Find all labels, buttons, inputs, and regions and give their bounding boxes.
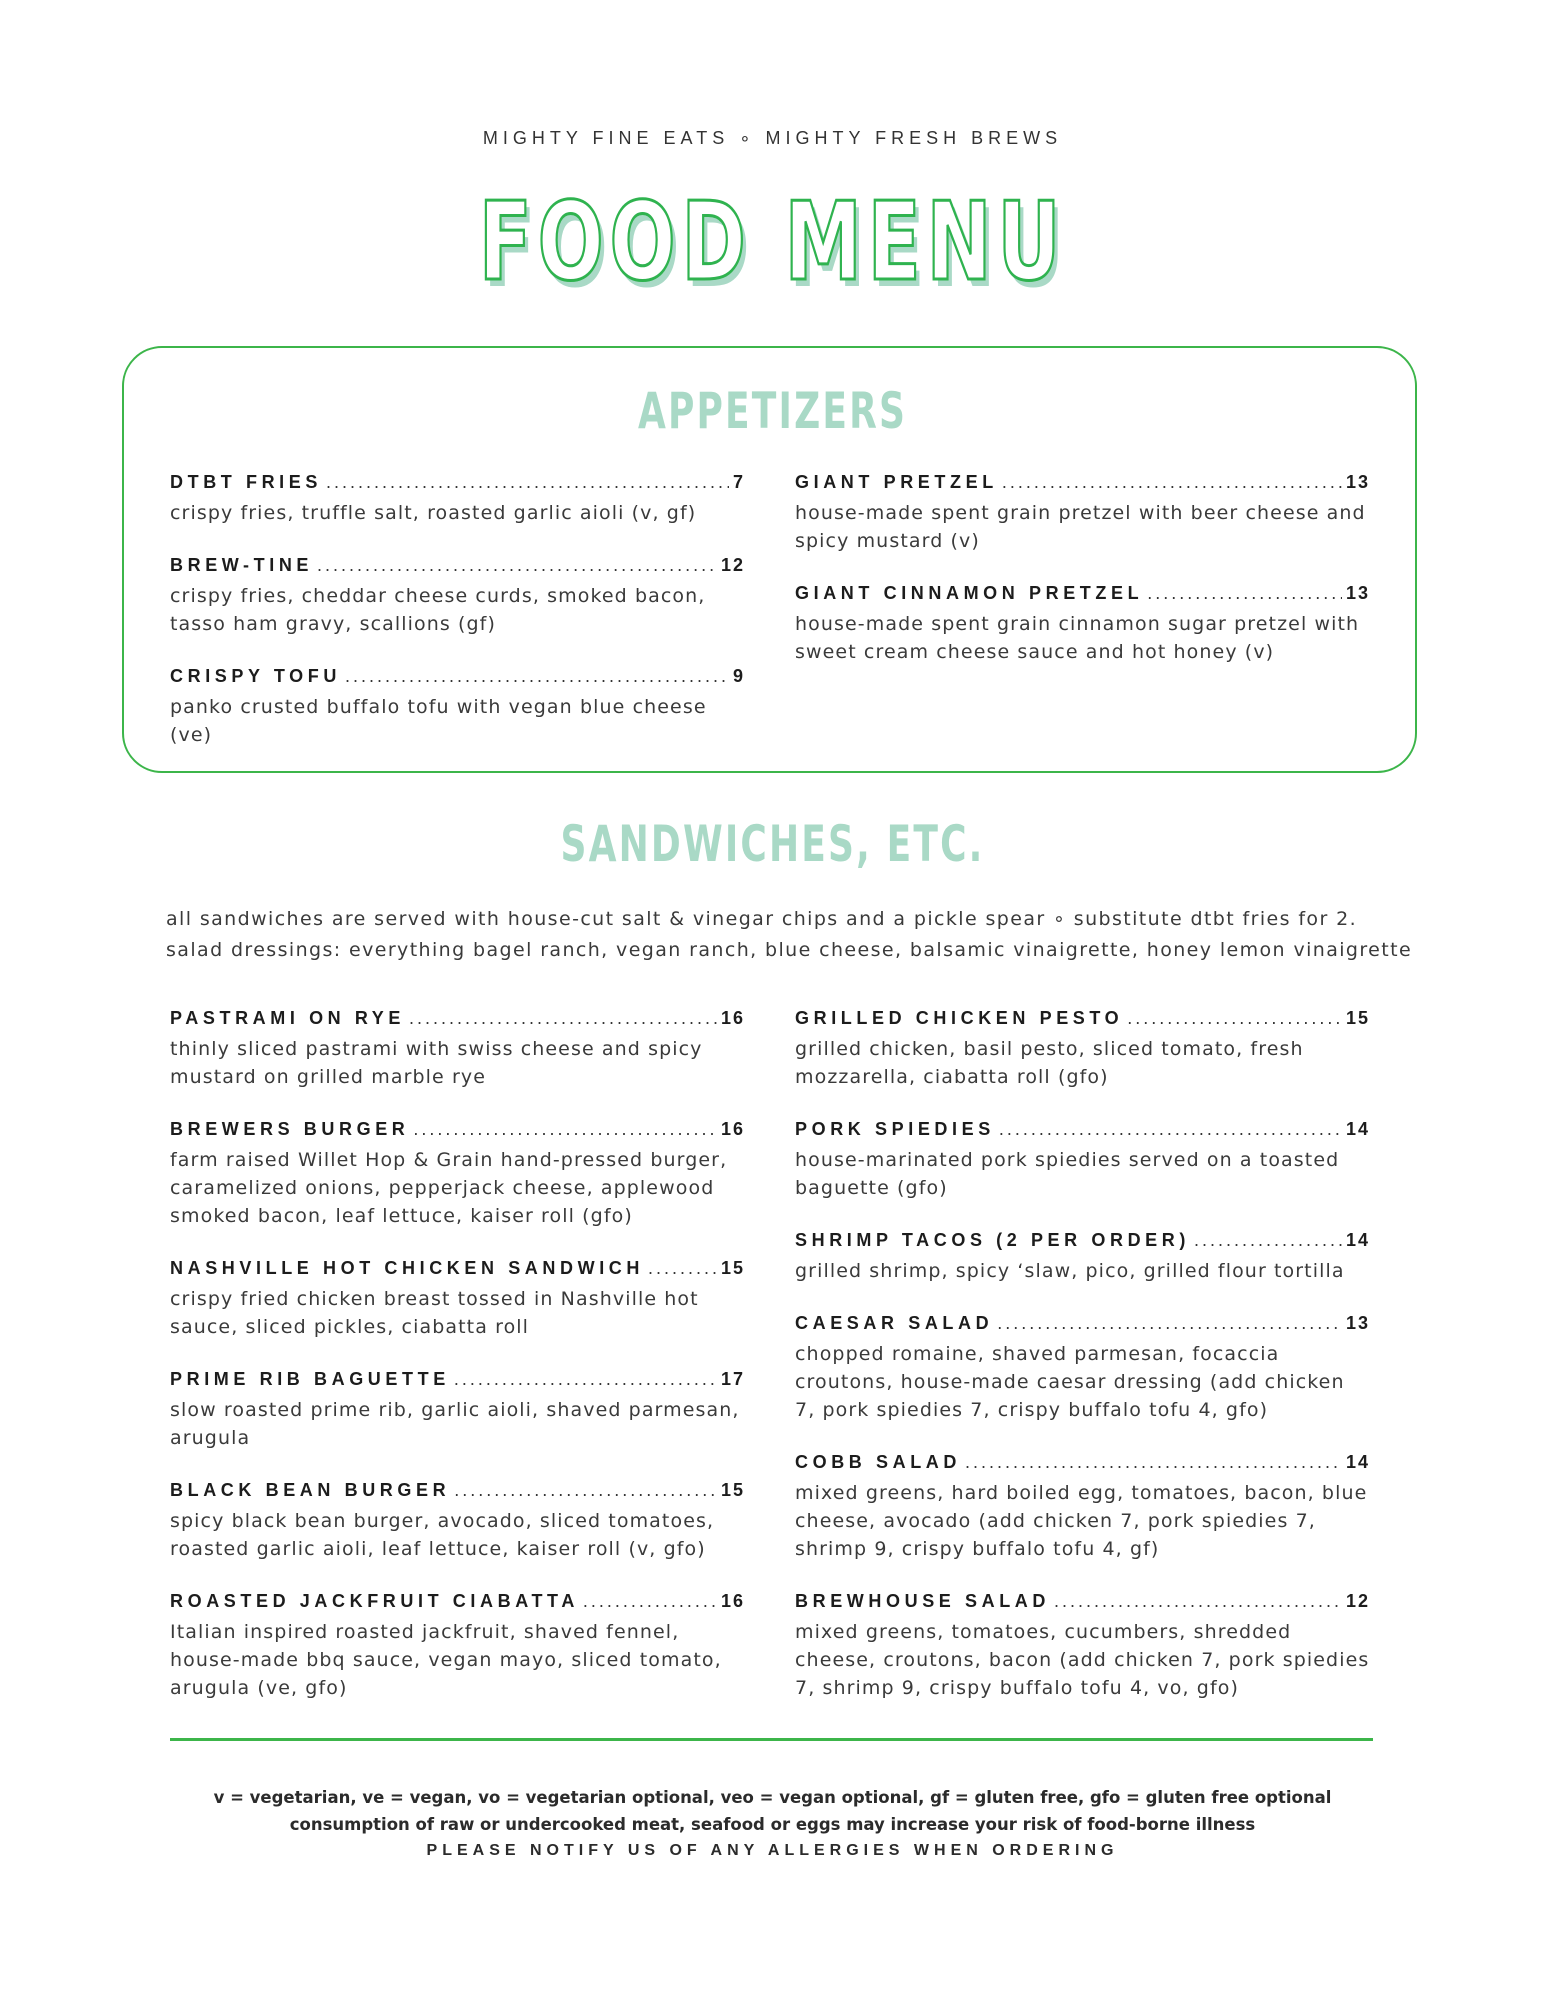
menu-item-price: 12 [1345, 1591, 1370, 1611]
menu-item [795, 1230, 1370, 1285]
menu-item-name: PRIME RIB BAGUETTE [170, 1369, 450, 1389]
menu-item [170, 1369, 745, 1452]
menu-item-header [170, 1369, 745, 1390]
menu-item [795, 1452, 1370, 1563]
dot-leader [648, 1258, 717, 1279]
dot-leader [997, 1313, 1342, 1334]
sandwich-sides-note: all sandwiches are served with house-cut salt & vinegar chips and a pickle spear ∘ substitute dtbt fries for 2. [166, 908, 1358, 930]
dot-leader [583, 1591, 717, 1612]
menu-item-name: BREW-TINE [170, 555, 314, 575]
menu-item-price: 15 [720, 1258, 745, 1278]
menu-item [795, 472, 1370, 555]
menu-item-description: crispy fries, truffle salt, roasted garlic aioli (v, gf) [170, 502, 697, 524]
menu-item-header [170, 666, 745, 687]
dietary-legend: v = vegetarian, ve = vegan, vo = vegetarian optional, veo = vegan optional, gf = gluten free, gfo = gluten free optional [213, 1788, 1332, 1807]
dot-leader [326, 472, 729, 493]
food-safety-warning: consumption of raw or undercooked meat, seafood or eggs may increase your risk of food-borne illness [289, 1815, 1256, 1834]
menu-item [795, 1313, 1370, 1424]
menu-item-price: 15 [720, 1480, 745, 1500]
dot-leader [1054, 1591, 1342, 1612]
menu-item-description: slow roasted prime rib, garlic aioli, shaved parmesan, arugula [170, 1399, 740, 1449]
menu-item-price: 17 [720, 1369, 745, 1389]
allergy-notice: PLEASE NOTIFY US OF ANY ALLERGIES WHEN ORDERING [426, 1842, 1119, 1859]
menu-item [170, 472, 745, 527]
menu-item-description: house-made spent grain cinnamon sugar pretzel with sweet cream cheese sauce and hot honey (v) [795, 613, 1360, 663]
dot-leader [1147, 583, 1342, 604]
menu-item-name: BREWHOUSE SALAD [795, 1591, 1051, 1611]
menu-item-description: spicy black bean burger, avocado, sliced tomatoes, roasted garlic aioli, leaf lettuce, kaiser roll (v, gfo) [170, 1510, 715, 1560]
menu-item-name: GIANT CINNAMON PRETZEL [795, 583, 1144, 603]
sandwiches-heading: SANDWICHES, ETC. [560, 815, 985, 873]
menu-item [170, 1480, 745, 1563]
dot-leader [1127, 1008, 1342, 1029]
menu-item-description: grilled chicken, basil pesto, sliced tomato, fresh mozzarella, ciabatta roll (gfo) [795, 1038, 1304, 1088]
menu-item-name: NASHVILLE HOT CHICKEN SANDWICH [170, 1258, 644, 1278]
menu-item [170, 555, 745, 638]
menu-item-header [795, 1591, 1370, 1612]
menu-item-name: BLACK BEAN BURGER [170, 1480, 451, 1500]
menu-item [170, 1258, 745, 1341]
menu-item-name: COBB SALAD [795, 1452, 961, 1472]
menu-item-name: GIANT PRETZEL [795, 472, 998, 492]
menu-item-description: grilled shrimp, spicy ‘slaw, pico, grilled flour tortilla [795, 1260, 1345, 1282]
menu-item-price: 16 [720, 1591, 745, 1611]
appetizers-left-column [170, 472, 745, 777]
menu-item-name: ROASTED JACKFRUIT CIABATTA [170, 1591, 579, 1611]
menu-item-description: mixed greens, hard boiled egg, tomatoes, bacon, blue cheese, avocado (add chicken 7, pork spiedies 7, shrimp 9, crispy buffalo tofu 4, gf) [795, 1482, 1368, 1560]
menu-item-price: 13 [1345, 583, 1370, 603]
menu-item-header [795, 1119, 1370, 1140]
footer-divider [170, 1738, 1373, 1741]
menu-item-name: PORK SPIEDIES [795, 1119, 995, 1139]
menu-item-header [170, 1591, 745, 1612]
menu-item-name: GRILLED CHICKEN PESTO [795, 1008, 1124, 1028]
menu-item-description: chopped romaine, shaved parmesan, focaccia croutons, house-made caesar dressing (add chicken 7, pork spiedies 7, crispy buffalo tofu 4, gfo) [795, 1343, 1345, 1421]
menu-item-header [170, 555, 745, 576]
dot-leader [409, 1008, 717, 1029]
menu-item-description: farm raised Willet Hop & Grain hand-pressed burger, caramelized onions, pepperjack cheese, applewood smoked bacon, leaf lettuce, kaiser roll (gfo) [170, 1149, 728, 1227]
menu-item-price: 13 [1345, 472, 1370, 492]
tagline: MIGHTY FINE EATS ∘ MIGHTY FRESH BREWS [482, 128, 1063, 148]
menu-item-header [795, 1313, 1370, 1334]
dot-leader [1002, 472, 1342, 493]
menu-item [795, 1119, 1370, 1202]
dot-leader [999, 1119, 1342, 1140]
menu-item [170, 1119, 745, 1230]
menu-item-header [170, 472, 745, 493]
menu-item-header [795, 1230, 1370, 1251]
menu-item-header [795, 583, 1370, 604]
dot-leader [454, 1369, 717, 1390]
menu-item-description: house-made spent grain pretzel with beer cheese and spicy mustard (v) [795, 502, 1366, 552]
sandwiches-left-column [170, 1008, 745, 1730]
menu-item-name: SHRIMP TACOS (2 PER ORDER) [795, 1230, 1190, 1250]
menu-item [795, 583, 1370, 666]
menu-item-description: crispy fried chicken breast tossed in Nashville hot sauce, sliced pickles, ciabatta roll [170, 1288, 699, 1338]
menu-item-price: 16 [720, 1119, 745, 1139]
menu-item-price: 14 [1345, 1119, 1370, 1139]
menu-item-description: panko crusted buffalo tofu with vegan blue cheese (ve) [170, 696, 707, 746]
menu-item-description: crispy fries, cheddar cheese curds, smoked bacon, tasso ham gravy, scallions (gf) [170, 585, 706, 635]
menu-item-price: 15 [1345, 1008, 1370, 1028]
menu-item-header [795, 472, 1370, 493]
menu-item-header [170, 1480, 745, 1501]
menu-item-price: 7 [732, 472, 745, 492]
menu-item-name: BREWERS BURGER [170, 1119, 410, 1139]
menu-item-price: 16 [720, 1008, 745, 1028]
menu-item-description: mixed greens, tomatoes, cucumbers, shredded cheese, croutons, bacon (add chicken 7, pork spiedies 7, shrimp 9, crispy buffalo tofu 4, vo, gfo) [795, 1621, 1370, 1699]
menu-item-price: 9 [732, 666, 745, 686]
menu-item-description: house-marinated pork spiedies served on a toasted baguette (gfo) [795, 1149, 1340, 1199]
menu-item [170, 1591, 745, 1702]
menu-item-description: Italian inspired roasted jackfruit, shaved fennel, house-made bbq sauce, vegan mayo, sliced tomato, arugula (ve, gfo) [170, 1621, 722, 1699]
menu-item-header [170, 1008, 745, 1029]
appetizers-right-column [795, 472, 1370, 694]
menu-item-price: 14 [1345, 1230, 1370, 1250]
sandwiches-right-column [795, 1008, 1370, 1730]
menu-item-header [170, 1119, 745, 1140]
dot-leader [317, 555, 717, 576]
dot-leader [454, 1480, 717, 1501]
menu-item-price: 13 [1345, 1313, 1370, 1333]
dot-leader [345, 666, 729, 687]
menu-item [170, 1008, 745, 1091]
menu-item-name: DTBT FRIES [170, 472, 322, 492]
menu-item-price: 12 [720, 555, 745, 575]
menu-item-name: PASTRAMI ON RYE [170, 1008, 406, 1028]
dot-leader [965, 1452, 1342, 1473]
appetizers-heading: APPETIZERS [637, 382, 908, 440]
page-title: FOOD MENU [478, 180, 1067, 305]
menu-item-header [795, 1452, 1370, 1473]
menu-item-price: 14 [1345, 1452, 1370, 1472]
dot-leader [1194, 1230, 1342, 1251]
salad-dressings-note: salad dressings: everything bagel ranch, vegan ranch, blue cheese, balsamic vinaigrette, honey lemon vinaigrette [166, 939, 1413, 961]
menu-item-name: CAESAR SALAD [795, 1313, 994, 1333]
menu-item-name: CRISPY TOFU [170, 666, 341, 686]
menu-item [795, 1591, 1370, 1702]
menu-item [795, 1008, 1370, 1091]
dot-leader [413, 1119, 717, 1140]
menu-item [170, 666, 745, 749]
menu-item-header [170, 1258, 745, 1279]
menu-item-description: thinly sliced pastrami with swiss cheese and spicy mustard on grilled marble rye [170, 1038, 703, 1088]
menu-item-header [795, 1008, 1370, 1029]
